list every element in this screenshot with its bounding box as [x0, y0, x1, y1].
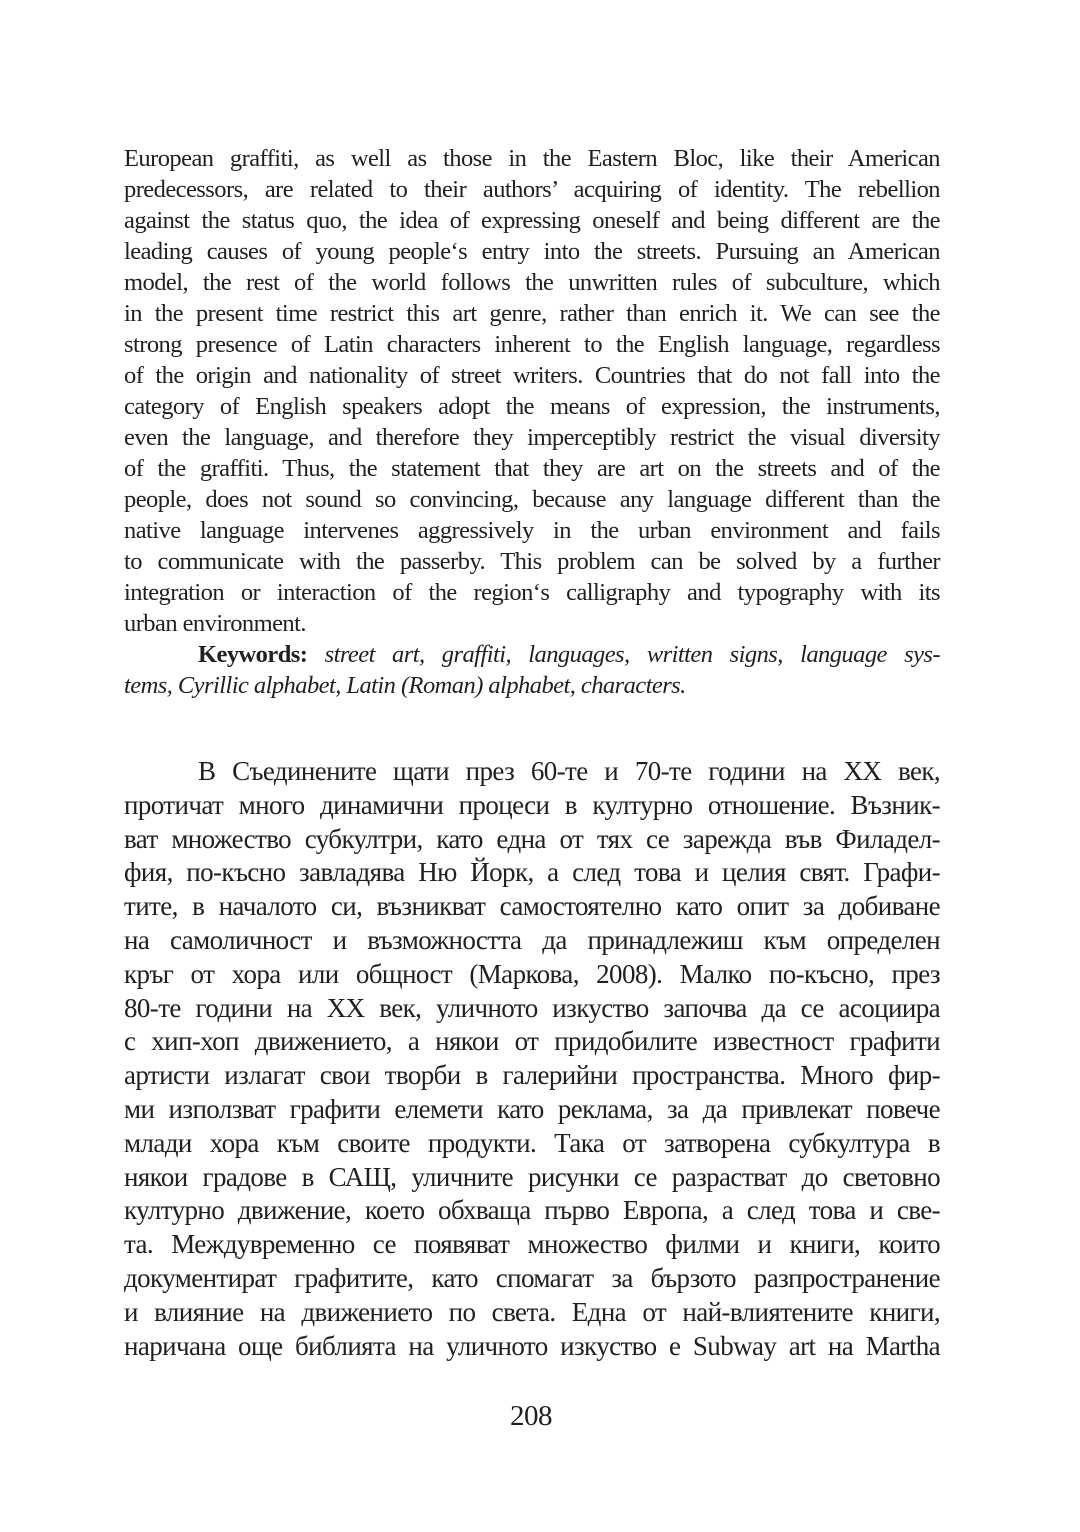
body-paragraph: [124, 755, 940, 1363]
abstract-line: leading causes of young people‘s entry into the streets. Pursuing an American: [124, 238, 940, 265]
abstract-line: integration or interaction of the region‘s calligraphy and typography with its: [124, 579, 940, 606]
abstract-line: in the present time restrict this art genre, rather than enrich it. We can see the: [124, 300, 940, 327]
page-number: 208: [510, 1400, 552, 1432]
abstract-line: model, the rest of the world follows the unwritten rules of subculture, which: [124, 269, 940, 296]
abstract-line: native language intervenes aggressively in the urban environment and fails: [124, 517, 940, 544]
abstract-line: strong presence of Latin characters inherent to the English language, regardless: [124, 331, 940, 358]
body-line: тите, в началото си, възникват самостоятелно като опит за добиване: [124, 891, 940, 922]
body-line: В Съединените щати през 60-те и 70-те години на XX век,: [198, 756, 940, 786]
body-line: и влияние на движението по света. Една от най-влиятените книги,: [124, 1296, 940, 1327]
abstract-line: predecessors, are related to their authors’ acquiring of identity. The rebellion: [124, 176, 940, 203]
abstract-line: to communicate with the passerby. This problem can be solved by a further: [124, 548, 940, 575]
body-line: млади хора към своите продукти. Така от затворена субкултура в: [124, 1127, 940, 1158]
abstract-line: of the origin and nationality of street writers. Countries that do not fall into the: [124, 362, 940, 389]
abstract-line: urban environment.: [124, 610, 306, 637]
body-line: с хип-хоп движението, а някои от придобилите известност графити: [124, 1026, 940, 1057]
abstract-line: even the language, and therefore they imperceptibly restrict the visual diversity: [124, 424, 940, 451]
body-line: някои градове в САЩ, уличните рисунки се разрастват до световно: [124, 1161, 940, 1192]
keywords-line: tems, Cyrillic alphabet, Latin (Roman) alphabet, characters.: [124, 672, 686, 699]
abstract-line: against the status quo, the idea of expressing oneself and being different are the: [124, 207, 940, 234]
body-line: на самоличност и възможността да принадлежиш към определен: [124, 924, 940, 955]
body-line: фия, по-късно завладява Ню Йорк, а след това и целия свят. Графи-: [124, 857, 940, 888]
abstract-line: category of English speakers adopt the means of expression, the instruments,: [124, 393, 940, 420]
body-line: ват множество субкултри, като една от тях се зарежда във Филадел-: [124, 823, 940, 854]
keywords-text: street art, graffiti, languages, written signs, language sys-: [307, 641, 940, 668]
body-line: протичат много динамични процеси в културно отношение. Възник-: [124, 789, 940, 820]
abstract-line: European graffiti, as well as those in the Eastern Bloc, like their American: [124, 145, 940, 172]
body-line: документират графитите, като спомагат за бързото разпространение: [124, 1262, 940, 1293]
body-line: културно движение, което обхваща първо Европа, а след това и све-: [124, 1195, 940, 1226]
body-line: 80-те години на XX век, уличното изкуство започва да се асоциира: [124, 992, 940, 1023]
keywords-line: [124, 639, 940, 670]
body-line: наричана още библията на уличното изкуство е Subway art на Martha: [124, 1330, 940, 1361]
body-line: артисти излагат свои творби в галерийни пространства. Много фир-: [124, 1060, 940, 1091]
body-line: та. Междувременно се появяват множество филми и книги, които: [124, 1229, 940, 1260]
keywords-label: Keywords:: [198, 641, 308, 668]
body-line: ми използват графити елемети като реклама, за да привлекат повече: [124, 1093, 940, 1124]
abstract-paragraph: [124, 143, 940, 701]
body-line: кръг от хора или общност (Маркова, 2008). Малко по-късно, през: [124, 958, 940, 989]
abstract-line: people, does not sound so convincing, because any language different than the: [124, 486, 940, 513]
abstract-line: of the graffiti. Thus, the statement that they are art on the streets and of the: [124, 455, 940, 482]
